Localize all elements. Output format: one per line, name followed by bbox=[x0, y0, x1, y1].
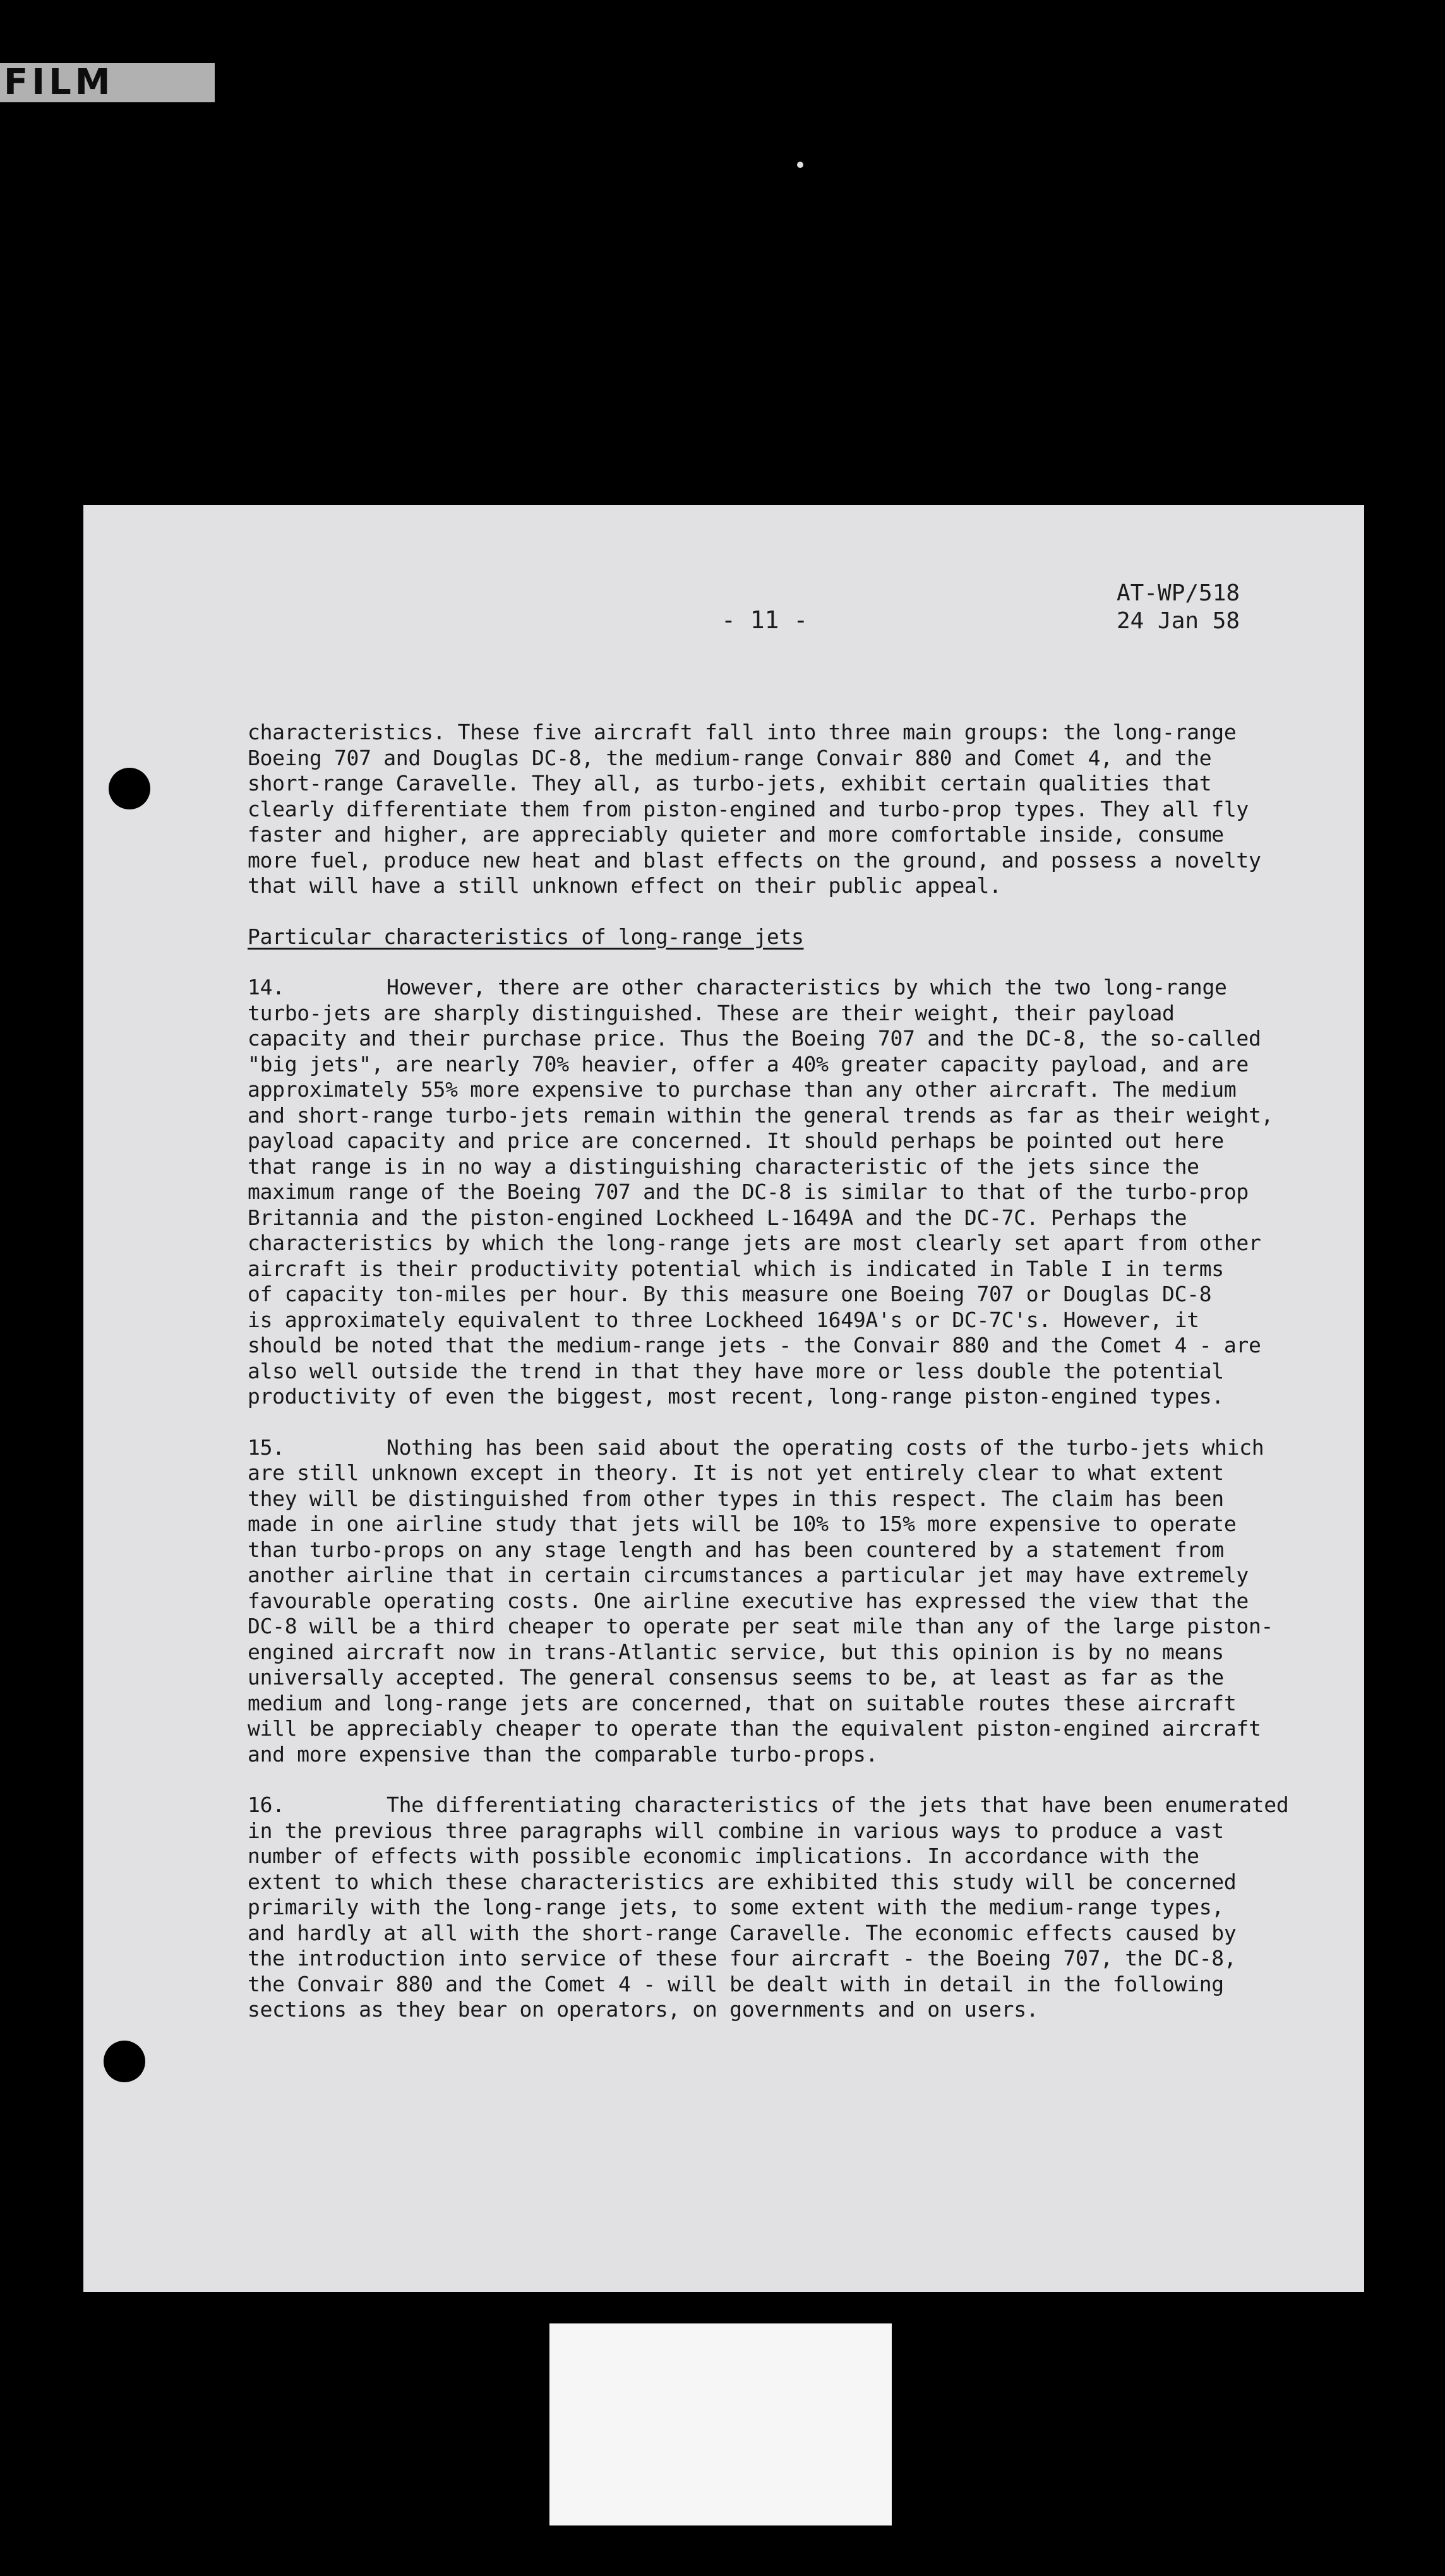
intro-paragraph bbox=[248, 720, 1397, 899]
text-line: the introduction into service of these four aircraft - the Boeing 707, the DC-8, bbox=[248, 1946, 1237, 1971]
paragraph-number: 15. bbox=[248, 1434, 285, 1460]
text-line: characteristics by which the long-range jets are most clearly set apart from other bbox=[248, 1231, 1261, 1255]
text-line: aircraft is their productivity potential which is indicated in Table I in terms bbox=[248, 1256, 1224, 1281]
text-line: short-range Caravelle. They all, as turbo-jets, exhibit certain qualities that bbox=[248, 771, 1212, 796]
text-line: Boeing 707 and Douglas DC-8, the medium-range Convair 880 and Comet 4, and the bbox=[248, 745, 1212, 770]
text-line: medium and long-range jets are concerned, that on suitable routes these aircraft bbox=[248, 1690, 1237, 1715]
text-line: Britannia and the piston-engined Lockheed L-1649A and the DC-7C. Perhaps the bbox=[248, 1205, 1187, 1230]
text-line: should be noted that the medium-range jets - the Convair 880 and the Comet 4 - are bbox=[248, 1333, 1261, 1357]
first-line-text: However, there are other characteristics by which the two long-range bbox=[387, 975, 1227, 999]
paragraph-16 bbox=[248, 1792, 1397, 2023]
text-line: clearly differentiate them from piston-engined and turbo-prop types. They all fly bbox=[248, 796, 1249, 821]
text-line: will be appreciably cheaper to operate than the equivalent piston-engined aircraft bbox=[248, 1716, 1261, 1741]
text-line bbox=[248, 1435, 1397, 1461]
text-line: faster and higher, are appreciably quieter and more comfortable inside, consume bbox=[248, 822, 1224, 847]
text-line: another airline that in certain circumstances a particular jet may have extremely bbox=[248, 1563, 1249, 1587]
document-reference bbox=[1117, 580, 1240, 635]
text-line: they will be distinguished from other types in this respect. The claim has been bbox=[248, 1486, 1224, 1511]
text-line: engined aircraft now in trans-Atlantic service, but this opinion is by no means bbox=[248, 1639, 1224, 1664]
text-line: universally accepted. The general consensus seems to be, at least as far as the bbox=[248, 1665, 1224, 1690]
text-line: DC-8 will be a third cheaper to operate per seat mile than any of the large piston- bbox=[248, 1614, 1274, 1638]
first-line-text: The differentiating characteristics of the jets that have been enumerated bbox=[387, 1792, 1289, 1817]
text-line bbox=[248, 1792, 1397, 1818]
text-line: capacity and their purchase price. Thus the Boeing 707 and the DC-8, the so-called bbox=[248, 1026, 1261, 1051]
film-strip-label: FILM bbox=[0, 63, 215, 102]
text-line: extent to which these characteristics are exhibited this study will be concerned bbox=[248, 1869, 1237, 1894]
document-body bbox=[248, 720, 1397, 2048]
first-line-text: Nothing has been said about the operating costs of the turbo-jets which bbox=[387, 1434, 1264, 1460]
film-speck bbox=[797, 162, 803, 168]
text-line: sections as they bear on operators, on governments and on users. bbox=[248, 1997, 1039, 2022]
text-line: payload capacity and price are concerned. It should perhaps be pointed out here bbox=[248, 1128, 1224, 1153]
text-line: that range is in no way a distinguishing characteristic of the jets since the bbox=[248, 1154, 1199, 1179]
text-line: more fuel, produce new heat and blast effects on the ground, and possess a novelty bbox=[248, 847, 1261, 873]
text-line bbox=[248, 975, 1397, 1001]
document-page bbox=[83, 505, 1364, 2292]
text-line: productivity of even the biggest, most recent, long-range piston-engined types. bbox=[248, 1384, 1224, 1409]
text-line: primarily with the long-range jets, to some extent with the medium-range types, bbox=[248, 1895, 1224, 1919]
text-line: also well outside the trend in that they have more or less double the potential bbox=[248, 1358, 1224, 1383]
text-line: turbo-jets are sharply distinguished. These are their weight, their payload bbox=[248, 1000, 1175, 1025]
text-line: is approximately equivalent to three Lockheed 1649A's or DC-7C's. However, it bbox=[248, 1307, 1199, 1332]
text-line: and hardly at all with the short-range Caravelle. The economic effects caused by bbox=[248, 1920, 1237, 1945]
text-line: that will have a still unknown effect on their public appeal. bbox=[248, 873, 1002, 898]
punch-hole-top bbox=[109, 768, 150, 809]
text-line: than turbo-props on any stage length and has been countered by a statement from bbox=[248, 1537, 1224, 1562]
text-line: in the previous three paragraphs will combine in various ways to produce a vast bbox=[248, 1818, 1224, 1843]
text-line: number of effects with possible economic implications. In accordance with the bbox=[248, 1844, 1199, 1868]
blank-label-slip bbox=[549, 2323, 892, 2525]
paragraph-14 bbox=[248, 975, 1397, 1410]
text-line: are still unknown except in theory. It is not yet entirely clear to what extent bbox=[248, 1460, 1224, 1485]
text-line: characteristics. These five aircraft fall into three main groups: the long-range bbox=[248, 720, 1237, 744]
document-code: AT-WP/518 bbox=[1117, 580, 1240, 606]
text-line: of capacity ton-miles per hour. By this measure one Boeing 707 or Douglas DC-8 bbox=[248, 1282, 1212, 1306]
paragraph-number: 14. bbox=[248, 975, 285, 999]
paragraph-number: 16. bbox=[248, 1792, 285, 1817]
text-line: favourable operating costs. One airline executive has expressed the view that the bbox=[248, 1588, 1249, 1613]
text-line: made in one airline study that jets will be 10% to 15% more expensive to operate bbox=[248, 1512, 1237, 1536]
text-line: the Convair 880 and the Comet 4 - will be dealt with in detail in the following bbox=[248, 1971, 1224, 1996]
text-line: maximum range of the Boeing 707 and the DC-8 is similar to that of the turbo-prop bbox=[248, 1179, 1249, 1204]
paragraph-15 bbox=[248, 1435, 1397, 1768]
punch-hole-bottom bbox=[104, 2041, 145, 2082]
page-number: - 11 - bbox=[721, 606, 808, 634]
text-line: "big jets", are nearly 70% heavier, offer a 40% greater capacity payload, and are bbox=[248, 1051, 1249, 1076]
document-date: 24 Jan 58 bbox=[1117, 608, 1240, 634]
text-line: approximately 55% more expensive to purchase than any other aircraft. The medium bbox=[248, 1077, 1237, 1102]
text-line: and short-range turbo-jets remain within the general trends as far as their weight, bbox=[248, 1102, 1274, 1128]
section-heading: Particular characteristics of long-range jets bbox=[248, 924, 804, 949]
text-line: and more expensive than the comparable turbo-props. bbox=[248, 1741, 878, 1767]
